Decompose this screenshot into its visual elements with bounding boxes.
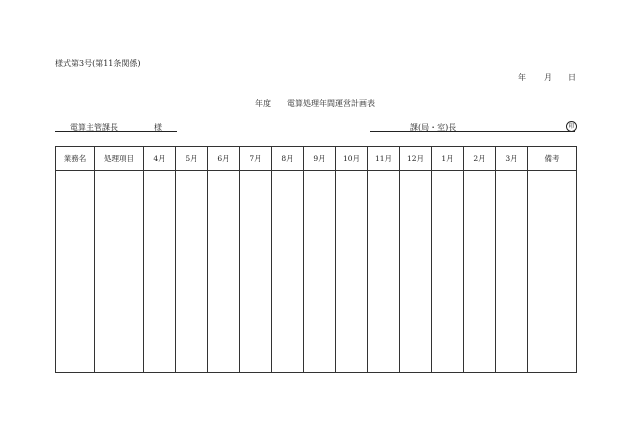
cell-month-aug[interactable]	[272, 171, 304, 373]
sender-underline	[370, 131, 575, 132]
header-month-oct: 10月	[336, 147, 368, 171]
header-month-may: 5月	[176, 147, 208, 171]
cell-month-sep[interactable]	[304, 171, 336, 373]
fiscal-year-label: 年度	[255, 99, 271, 108]
header-month-apr: 4月	[144, 147, 176, 171]
addressee-underline	[55, 131, 177, 132]
cell-month-jul[interactable]	[240, 171, 272, 373]
page-title: 電算処理年間運営計画表	[287, 99, 375, 108]
header-month-aug: 8月	[272, 147, 304, 171]
cell-month-jan[interactable]	[432, 171, 464, 373]
header-month-feb: 2月	[464, 147, 496, 171]
seal-mark: 印	[566, 121, 577, 132]
header-month-jul: 7月	[240, 147, 272, 171]
form-number: 様式第3号(第11条関係)	[55, 59, 141, 68]
cell-business-name[interactable]	[56, 171, 95, 373]
addressee-title: 電算主管課長	[70, 123, 118, 132]
header-month-mar: 3月	[496, 147, 528, 171]
addressee-honorific: 様	[154, 123, 162, 132]
table-header-row	[56, 147, 577, 171]
cell-month-oct[interactable]	[336, 171, 368, 373]
annual-plan-table	[55, 146, 577, 373]
date-year-label: 年	[518, 73, 526, 82]
cell-remarks[interactable]	[528, 171, 577, 373]
header-remarks: 備考	[528, 147, 577, 171]
header-business-name: 業務名	[56, 147, 95, 171]
cell-month-jun[interactable]	[208, 171, 240, 373]
table-body-row	[56, 171, 577, 373]
header-process-item: 処理項目	[95, 147, 144, 171]
cell-month-may[interactable]	[176, 171, 208, 373]
cell-month-nov[interactable]	[368, 171, 400, 373]
date-day-label: 日	[568, 73, 576, 82]
cell-process-item[interactable]	[95, 171, 144, 373]
date-month-label: 月	[544, 73, 552, 82]
sender-label: 課(局・室)長	[410, 123, 457, 132]
header-month-dec: 12月	[400, 147, 432, 171]
cell-month-dec[interactable]	[400, 171, 432, 373]
header-month-jun: 6月	[208, 147, 240, 171]
header-month-jan: 1月	[432, 147, 464, 171]
header-month-nov: 11月	[368, 147, 400, 171]
cell-month-apr[interactable]	[144, 171, 176, 373]
header-month-sep: 9月	[304, 147, 336, 171]
cell-month-feb[interactable]	[464, 171, 496, 373]
cell-month-mar[interactable]	[496, 171, 528, 373]
